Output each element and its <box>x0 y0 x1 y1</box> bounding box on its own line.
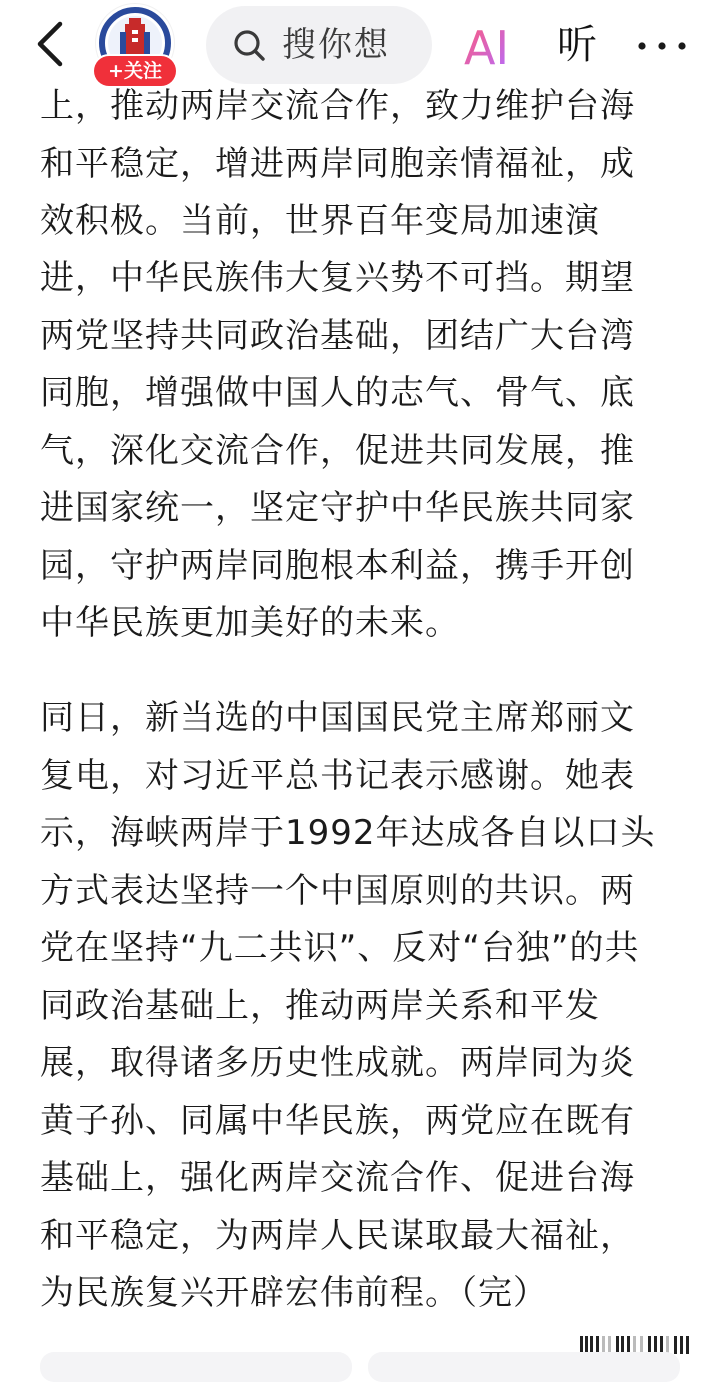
back-button[interactable] <box>26 14 76 74</box>
more-dots-icon <box>630 26 694 66</box>
article-line: 方式表达坚持一个中国原则的共识。两 <box>40 871 635 911</box>
article-line: 复电，对习近平总书记表示感谢。她表 <box>40 756 635 796</box>
article-line: 基础上，强化两岸交流合作、促进台海 <box>40 1158 635 1198</box>
more-button[interactable] <box>630 26 694 66</box>
article-line: 上，推动两岸交流合作，致力维护台海 <box>40 86 635 126</box>
ai-icon <box>462 14 520 76</box>
bottom-card[interactable] <box>40 1352 352 1382</box>
article-line: 气，深化交流合作，促进共同发展，推 <box>40 431 635 471</box>
article-line: 同日，新当选的中国国民党主席郑丽文 <box>40 698 635 738</box>
chevron-left-icon <box>26 14 76 74</box>
search-box[interactable] <box>206 6 432 84</box>
search-icon <box>232 28 268 64</box>
article-line: 党在坚持“九二共识”、反对“台独”的共 <box>40 928 640 968</box>
author-avatar-group <box>92 4 184 86</box>
article-line: 示，海峡两岸于1992年达成各自以口头 <box>40 813 656 853</box>
follow-button[interactable]: +关注 <box>94 56 176 86</box>
article-line: 同胞，增强做中国人的志气、骨气、底 <box>40 373 635 413</box>
ai-button[interactable] <box>462 14 520 76</box>
article-line: 和平稳定，增进两岸同胞亲情福祉，成 <box>40 144 635 184</box>
article-line: 展，取得诸多历史性成就。两岸同为炎 <box>40 1043 635 1083</box>
article-line: 进国家统一，坚定守护中华民族共同家 <box>40 488 635 528</box>
search-input[interactable] <box>282 6 432 84</box>
article-line: 和平稳定，为两岸人民谋取最大福祉， <box>40 1216 635 1256</box>
bottom-card[interactable] <box>368 1352 680 1382</box>
article-line: 同政治基础上，推动两岸关系和平发 <box>40 986 600 1026</box>
article-line: 两党坚持共同政治基础，团结广大台湾 <box>40 316 635 356</box>
ai-label: AI <box>464 21 510 75</box>
article-line: 为民族复兴开辟宏伟前程。（完） <box>40 1273 548 1313</box>
article-line: 园，守护两岸同胞根本利益，携手开创 <box>40 546 635 586</box>
article-line: 黄子孙、同属中华民族，两党应在既有 <box>40 1101 635 1141</box>
article-line: 进，中华民族伟大复兴势不可挡。期望 <box>40 258 635 298</box>
top-nav-bar <box>0 0 720 92</box>
listen-button[interactable]: 听 <box>557 22 597 68</box>
article-line: 效积极。当前，世界百年变局加速演 <box>40 201 600 241</box>
article-line: 中华民族更加美好的未来。 <box>40 603 460 643</box>
